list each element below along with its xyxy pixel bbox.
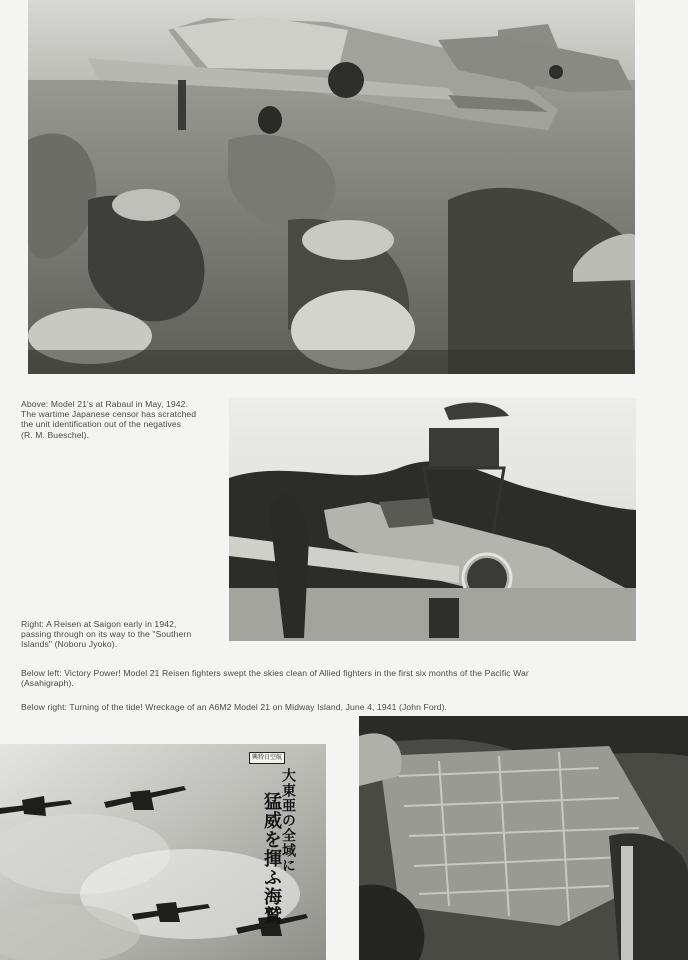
caption-line: the unit identification out of the negatives [21, 419, 182, 430]
caption-below-left [21, 668, 529, 688]
caption-line: (R. M. Bueschel). [21, 429, 90, 440]
caption-line: Above: Model 21's at Rabaul in May, 1942. [21, 399, 189, 409]
poster-line-1: 大東亜の全域に [280, 768, 296, 873]
caption-line: (Asahigraph). [21, 678, 74, 689]
caption-line: Right: A Reisen at Saigon early in 1942, [21, 619, 177, 629]
photo-saigon-reisen [229, 398, 636, 641]
caption-line: Below right: Turning of the tide! Wreckage of an A6M2 Model 21 on Midway Island, June 4, 1941 (John Ford). [21, 702, 448, 712]
caption-line: passing through on its way to the "Southern [21, 629, 192, 640]
poster-line-2: 猛威を揮ふ海鷲 [261, 792, 282, 925]
photo-midway-wreckage [359, 716, 688, 960]
caption-line: Below left: Victory Power! Model 21 Reisen fighters swept the skies clean of Allied fighters in the first six months of the Pacific War [21, 668, 529, 678]
poster-banner: 興特日空航 [249, 752, 285, 764]
caption-above [21, 399, 196, 440]
caption-below-right [21, 702, 447, 712]
photo-rabaul-airfield [28, 0, 635, 374]
caption-line: The wartime Japanese censor has scratched [21, 409, 197, 420]
caption-line: Islands" (Noboru Jyoko). [21, 639, 118, 650]
caption-right [21, 619, 191, 650]
